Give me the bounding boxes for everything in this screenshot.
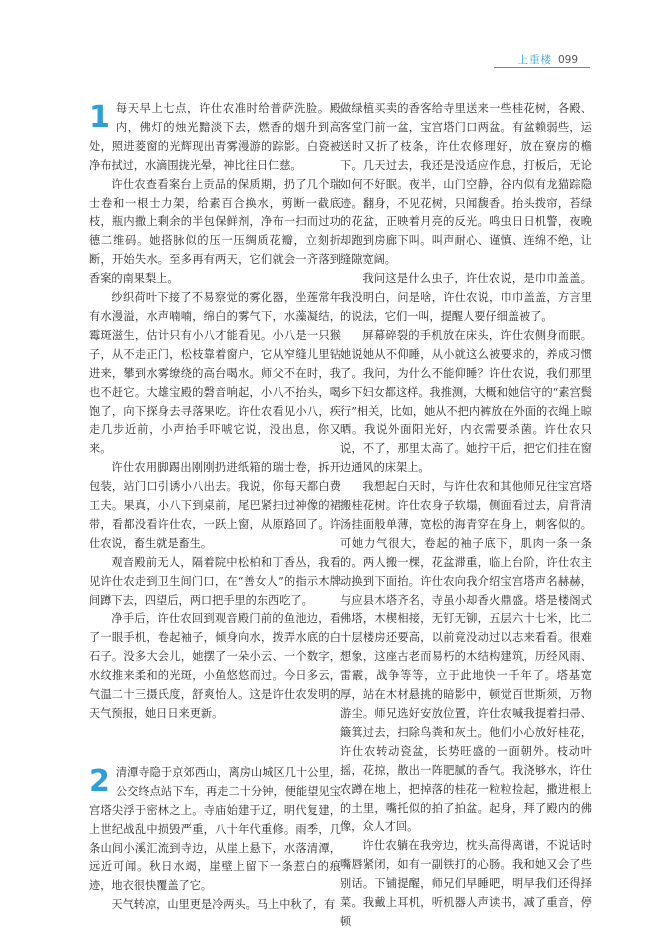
paragraph: 观音殿前无人，隔着院中松柏和丁香丛，我看见许仕农走到卫生间门口，在“善女人”的指示木牌间蹲下去，四望后，两口把手里的东西吃了。: [89, 555, 341, 607]
paragraph: 纱织荷叶下接了不易察觉的雾化器，坐莲常年有水漫溢，水声喃喃，绵白的雾气下，水藻凝结，霉斑滋生，估计只有小八才能看见。小八是一只猴子，从不走正门，松枝靠着窗户，它从窄缝儿里钻进来，攀到水雾缭绕的高台喝水。师父不在时，我也不赶它。大雄宝殿的磬音响起，小八不抬头，喝饱了，向下探身去寻落果吃。许仕农看见小八，疾走几步近前，小声抬手吓唬它说，没出息，你又来。: [89, 291, 341, 456]
paragraph: 我问这是什么虫子，许仕农说，是巾巾盖盖。我没明白，问是啥，许仕农说，巾巾盖盖，方言里的说法，它们一叫，提醒人要仔细盖被了。: [340, 272, 592, 323]
paragraph: 屏幕碎裂的手机放在床头，许仕农侧身而眠。她说她从不仰睡，从小就这么被要求的，养成习惯了。我问，为什么不能仰睡？许仕农说，我们那里乡下妇女都这样。我推测，大概和她信守的“素宫鬓行”相关，比如，她从不把内裤放在外面的衣绳上晾晒。我说外面阳光好，内衣需要杀菌。许仕农只说，不了，那里太高了。她拧干后，把它们挂在窗边通风的床架上。: [340, 328, 592, 475]
paragraph: 做绿植买卖的香客给寺里送来一些桂花树，各殿、客堂门前一盆，宝宫塔门口两盆。有盆赖弱些，运送时又折了枝条，许仕农修理好，放在寮房的檐下。几天过去，我还是没适应作息，打板后，无论如何不好眠。夜半，山门空静，谷内似有龙猫踪隐迹。翻身，不见花树，只闻馥香。抬头拨帘，苔绿的花盆，正映着月亮的反光。鸣虫日日机警，夜晚却跑到房廊下叫。叫声耐心、谨慎、连绵不绝，让缝隙宽阔。: [340, 102, 592, 267]
page-number: 099: [557, 53, 578, 66]
left-column: [89, 100, 341, 915]
paragraph: 净手后，许仕农回到观音殿门前的鱼池边，看了一眼手机，卷起袖子，倾身向水，拨弄水底的白石子。没多大会儿，她摆了一朵小云、一个数字，水纹推来柔和的光斑，小鱼悠悠而过。今日多云，气温二十三摄氏度，舒爽怡人。这是许仕农发明的天气预报，她日日来更新。: [89, 612, 341, 720]
section-1: [89, 100, 341, 724]
header-rule: [494, 67, 590, 68]
section-2: [89, 764, 341, 915]
paragraph: 清潭寺隐于京郊西山，离房山城区几十公里，公交终点站下车，再走二十分钟，便能望见宝宫塔尖浮于密林之上。寺庙始建于辽，明代复建，上世纪战乱中损毁严重，八十年代重修。雨季，几条山间小溪汇流到寺边，从崖上悬下，水落清潭，远近可闻。秋日水竭，崖壁上留下一条惹白的痕迹，地衣很快覆盖了它。: [89, 765, 341, 893]
paragraph: 我想起白天时，与许仕农和其他师兄往宝宫塔搬桂花树。许仕农身子软塌，侧面看过去，肩背清汤挂面般单薄，宽松的海青穿在身上，刺客似的。可她力气很大，卷起的袖子底下，肌肉一条一条的。两人搬一棵，花盆滞重，临上台阶，许仕农主动换到下面抬。许仕农向我介绍宝宫塔声名赫赫，与应县木塔齐名，寺虽小却香火鼎盛。塔是楼阁式佛塔，木楔相接，无钉无铆，五层六十七米，比二十层楼房还要高，以前竟没动过以志来看看。很难想象，这座古老而易朽的木结构建筑，历经风雨、雷霰，战争等等，立于此地快一千年了。塔基宽厚，站在木材悬挑的暗影中，顿觉百世斯须，万物游尘。师兄选好安放位置，许仕农喊我提着扫帚、簸箕过去，扫除鸟粪和灰土。他们小心放好桂花，许仕农转动瓷盆，长势旺盛的一面朝外。枝动叶摇，花掠，散出一阵肥腻的香气。我浇够水，许仕农蹲在地上，把掉落的桂花一粒粒捡起，撒进根上的土里，嘴托似的拍了拍盆。起身，拜了殿内的佛像，众人才回。: [340, 480, 592, 834]
paragraph: 许仕农躺在我旁边，枕头高得离谱，不说话时嘴唇紧闭，如有一副铁打的心肠。我和她又会了些别话。下铺提醒，师兄们早睡吧，明早我们还得择菜。我戴上耳机，听机器人声读书，减了重音，停顿: [340, 839, 592, 928]
paragraph: 许仕农查看案台上贡品的保质期，扔了几个瑞士卷和一根士力架，给素百合换水，剪断一截底枝，瓶内撒上剩余的半包保鲜剂，净布一扫而过功德二维码。她搭脉似的压一压绸质花瓣，立刻折断，开始失水。至多再有两天，它们就会一齐落到香案的南果梨上。: [89, 177, 341, 286]
section-1-number: 1: [89, 100, 110, 135]
right-column: [340, 100, 592, 932]
section-2-number: 2: [89, 763, 110, 799]
section-name: 上重楼: [517, 54, 552, 66]
paragraph: 每天早上七点，许仕农准时给普萨洗脸。殿内，佛灯的烛光黯淡下去，燃香的烟升到高处，照进菱窗的光辉现出青雾漫游的踪影。白瓷被净布拭过，水滴围拢光晕，神比往日仁慈。: [89, 102, 341, 172]
page-header: [517, 52, 578, 67]
paragraph: 天气转凉，山里更是冷两头。马上中秋了，有: [111, 898, 336, 912]
paragraph: 许仕农用脚踢出刚刚扔进纸箱的瑞士卷，拆开包装，站门口引诱小八出去。我说，你每天都白费工夫。果真，小八下到桌前，尾巴紧扫过神像的裙带，看都没看许仕农，一跃上窗，从原路回了。许仕农说，畜生就是畜生。: [89, 461, 341, 550]
